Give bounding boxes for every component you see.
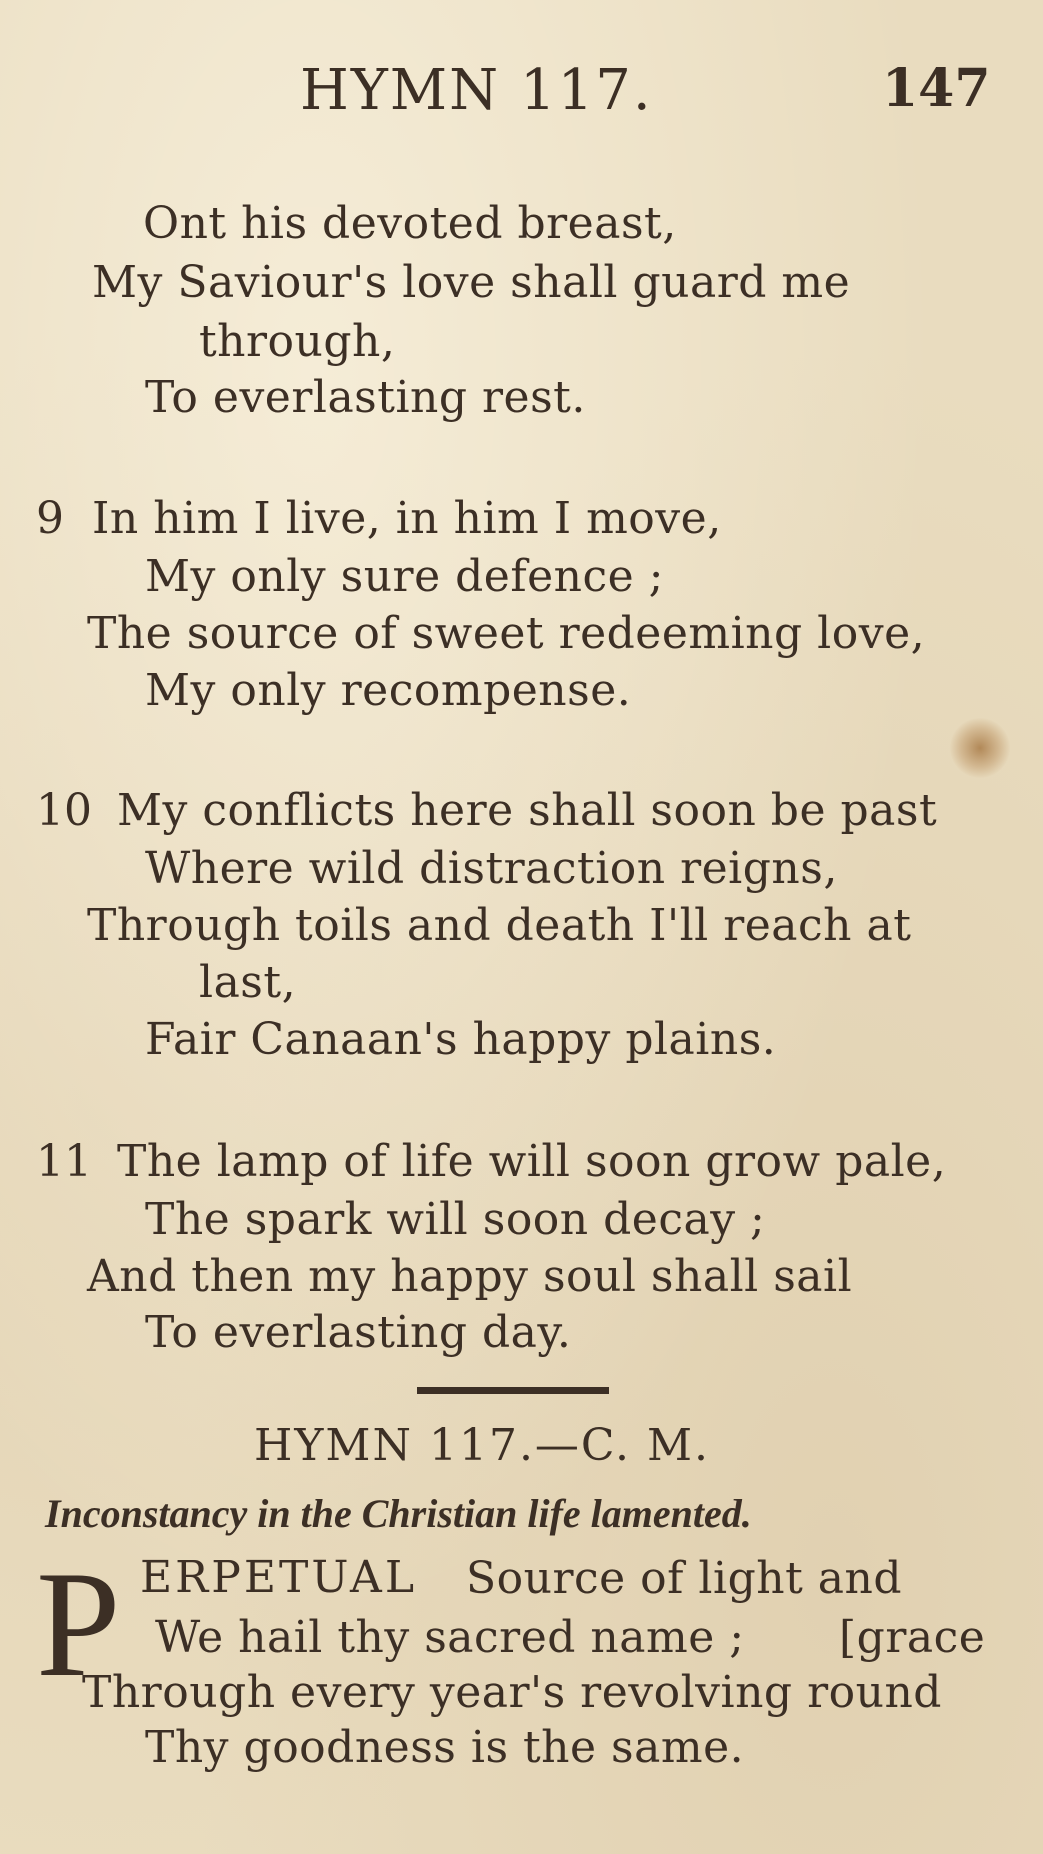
verse-line: Fair Canaan's happy plains. [145, 1014, 777, 1065]
verse-line: To everlasting rest. [145, 372, 586, 423]
verse-line: The source of sweet redeeming love, [87, 608, 926, 659]
verse-line: Through toils and death I'll reach at [87, 900, 912, 951]
verse-line-bracket: [grace [839, 1612, 986, 1663]
hymn-title: HYMN 117.—C. M. [254, 1420, 711, 1471]
verse-number: 11 [36, 1136, 92, 1187]
verse-line: Thy goodness is the same. [145, 1722, 745, 1773]
verse-line: Through every year's revolving round [82, 1667, 942, 1718]
page-number: 147 [882, 58, 991, 119]
verse-line: The spark will soon decay ; [145, 1194, 766, 1245]
hymn-subtitle: Inconstancy in the Christian life lamented. [45, 1491, 752, 1536]
verse-line: last, [199, 957, 297, 1008]
section-divider [417, 1387, 609, 1394]
verse-number: 10 [36, 785, 92, 836]
page-header-title: HYMN 117. [300, 58, 653, 123]
verse-line: Ont his devoted breast, [143, 198, 677, 249]
verse-number: 9 [36, 493, 64, 544]
verse-line: Where wild distraction reigns, [145, 843, 838, 894]
verse-line: My only recompense. [145, 665, 632, 716]
verse-line: We hail thy sacred name ; [155, 1612, 745, 1663]
verse-line: My conflicts here shall soon be past [117, 785, 938, 836]
verse-line: And then my happy soul shall sail [87, 1251, 853, 1302]
verse-line: To everlasting day. [145, 1307, 572, 1358]
verse-line: through, [199, 316, 396, 367]
verse-line: My only sure defence ; [145, 551, 664, 602]
paper-stain [950, 718, 1010, 778]
verse-line: In him I live, in him I move, [92, 493, 722, 544]
verse-line: My Saviour's love shall guard me [92, 257, 851, 308]
first-word-rest: ERPETUAL [140, 1552, 418, 1603]
verse-line: Source of light and [466, 1553, 902, 1604]
verse-line: The lamp of life will soon grow pale, [117, 1136, 947, 1187]
drop-cap: P [36, 1540, 121, 1708]
